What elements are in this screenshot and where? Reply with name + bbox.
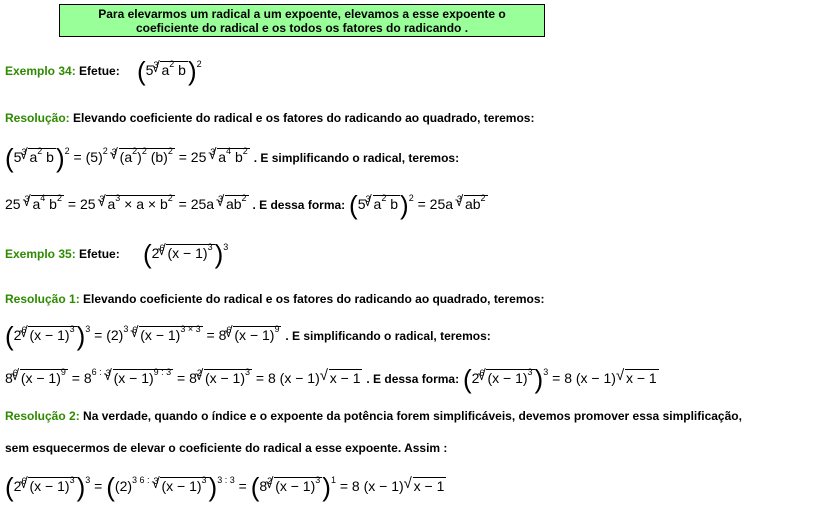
resolution-34-label: Resolução: [5,111,70,125]
rule-line-2: coeficiente do radical e os todos os fatores do radicando . [135,21,469,35]
resolution-35-2-text-2: sem esquecermos de elevar o coeficiente do radical a esse expoente. Assim : [5,441,448,455]
resolution-35-step-1: ($2^6√$ $(x - 1)^3)^3 = (2)^3$ $^6$√ $(x - 1)^{3 \times 3} = 8^6√$ $(x - 1)^9$ . E simplificando o radical, teremos: [5,321,491,352]
example-35-expression: ($2^6√$ $(x - 1)^3)^3$ [143,239,228,270]
resolution-35-step-2: $8^6√$ $(x - 1)^9 = 8^{6 :}$ $^3$√ $(x - 1)^{9 : 3} = 8^2√$ $(x - 1)^3 = 8$ (x − 1)√ x − 1 . E dessa forma: ($2^6√$ $(x - 1)^3)^3 = 8$ (x − 1)√ x − 1 [5,364,659,395]
resolution-34-heading [5,111,534,125]
resolution-34-step-2: 25 $^3$√ $a^4$ $b^2 = 25$ $^3$√ $a^3 \times a \times b^2 = 25a$ $^3$√ $ab^2$ . E dessa forma: ($5^3√$ $a^2$ b)$^2$ = 25a $^3$√ $ab^2$ [5,190,488,221]
resolution-35-1-label: Resolução 1: [5,292,80,306]
simplify-text-34: . E simplificando o radical, teremos: [253,151,460,165]
example-34-label: Exemplo 34: [5,64,76,78]
example-34-heading [5,64,120,78]
resolution-35-2-heading [5,409,742,423]
simplify-text-35: . E simplificando o radical, teremos: [285,329,491,343]
rule-line-1: Para elevarmos um radical a um expoente, elevamos a esse expoente o [98,7,506,21]
example-34-expression: ($5^3√$ $a^2$ b)$^2$ [137,56,202,87]
resolution-34-text: Elevando coeficiente do radical e os fatores do radicando ao quadrado, teremos: [73,111,535,125]
form-text-34: . E dessa forma: [252,198,346,212]
resolution-35-2-text: Na verdade, quando o índice e o expoente da potência forem simplificáveis, devemos promover essa simplificação, [83,409,742,423]
example-34-efetue: Efetue: [79,64,120,78]
rule-box [59,4,545,37]
example-35-heading [5,247,120,261]
resolution-35-1-text: Elevando coeficiente do radical e os fatores do radicando ao quadrado, teremos: [83,292,545,306]
example-35-efetue: Efetue: [79,247,120,261]
resolution-35-1-heading [5,292,545,306]
example-35-label: Exemplo 35: [5,247,76,261]
resolution-35-2-label: Resolução 2: [5,409,80,423]
resolution-35-2-step: ($2^6√$ $(x - 1)^3)^3 = ((2)^{3 6 :}$ $^3$√ $(x - 1)^3)^{3 : 3} = (8^2√$ $(x - 1)^3)^1 = 8$ (x − 1)√ x − 1 [5,472,446,503]
form-text-35: . E dessa forma: [366,372,460,386]
resolution-34-step-1: ($5^3√$ $a^2$ $b)^2 = (5)^2$ $^3$√ $(a^2)^2$ $(b)^2 = 25$ $^3$√ $a^4$ $b^2$ . E simplificando o radical, teremos: [5,143,459,174]
